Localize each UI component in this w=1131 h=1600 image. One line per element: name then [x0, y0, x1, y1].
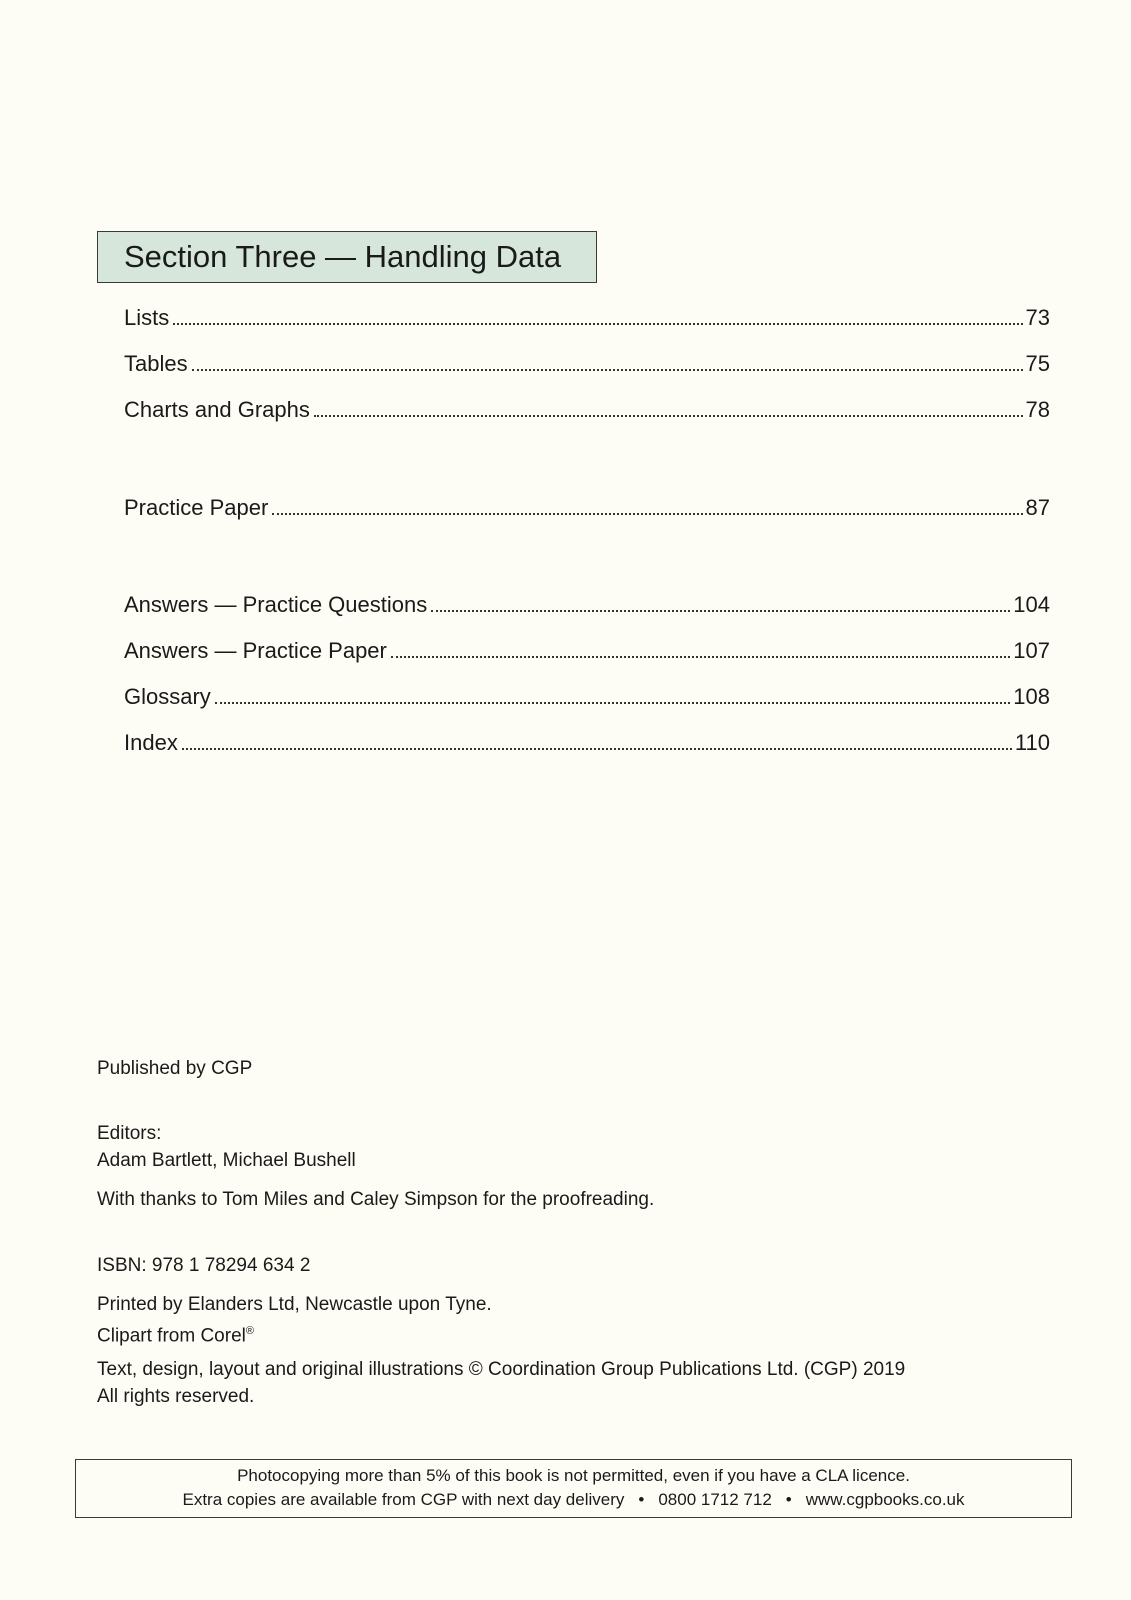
bullet-separator: • — [638, 1490, 645, 1509]
dot-leader — [272, 513, 1022, 515]
toc-entry-page: 107 — [1013, 638, 1050, 663]
thanks-text: With thanks to Tom Miles and Caley Simpson for the proofreading. — [97, 1189, 655, 1210]
phone-number: 0800 1712 712 — [658, 1490, 772, 1509]
dot-leader — [192, 369, 1023, 371]
editors-label: Editors: — [97, 1123, 162, 1144]
toc-entry-charts-and-graphs[interactable] — [124, 397, 1050, 427]
toc-entry-page: 110 — [1014, 730, 1050, 755]
toc-entry-practice-paper[interactable] — [124, 495, 1050, 525]
copyright-text: Text, design, layout and original illustrations © Coordination Group Publications Ltd. (CGP) 2019 — [97, 1359, 906, 1380]
toc-entry-lists[interactable] — [124, 305, 1050, 335]
printing-block — [97, 1291, 492, 1349]
toc-entry-tables[interactable] — [124, 351, 1050, 381]
dot-leader — [182, 748, 1012, 750]
published-by: Published by CGP — [97, 1058, 253, 1079]
toc-entry-title: Answers — Practice Questions — [124, 592, 428, 617]
registered-mark: ® — [245, 1325, 254, 1337]
toc-entry-page: 75 — [1025, 351, 1050, 376]
dot-leader — [314, 415, 1023, 417]
toc-entry-title: Charts and Graphs — [124, 397, 310, 422]
toc-entry-answers-practice-paper[interactable] — [124, 638, 1050, 668]
rights-text: All rights reserved. — [97, 1386, 255, 1407]
printed-by: Printed by Elanders Ltd, Newcastle upon Tyne. — [97, 1294, 492, 1315]
dot-leader — [391, 656, 1010, 658]
section-header-box — [97, 231, 597, 283]
website-link[interactable]: www.cgpbooks.co.uk — [805, 1490, 965, 1509]
toc-entry-glossary[interactable] — [124, 684, 1050, 714]
toc-entry-page: 87 — [1025, 495, 1050, 520]
toc-entry-answers-practice-questions[interactable] — [124, 592, 1050, 622]
toc-entry-page: 104 — [1013, 592, 1050, 617]
copyright-block — [97, 1356, 905, 1410]
toc-entry-title: Answers — Practice Paper — [124, 638, 387, 663]
toc-entry-title: Lists — [124, 305, 170, 330]
toc-entry-title: Tables — [124, 351, 188, 376]
toc-entry-page: 73 — [1025, 305, 1050, 330]
editors-names: Adam Bartlett, Michael Bushell — [97, 1150, 356, 1171]
toc-entry-page: 108 — [1013, 684, 1050, 709]
dot-leader — [431, 610, 1010, 612]
toc-entry-index[interactable] — [124, 730, 1050, 760]
photocopy-notice: Photocopying more than 5% of this book is not permitted, even if you have a CLA licence. — [237, 1466, 910, 1485]
delivery-line — [76, 1488, 1071, 1512]
toc-entry-title: Glossary — [124, 684, 211, 709]
isbn-text: ISBN: 978 1 78294 634 2 — [97, 1255, 311, 1276]
editors-block — [97, 1120, 356, 1174]
toc-entry-title: Practice Paper — [124, 495, 269, 520]
dot-leader — [173, 323, 1022, 325]
dot-leader — [215, 702, 1010, 704]
section-title: Section Three — Handling Data — [124, 239, 562, 274]
bullet-separator: • — [785, 1490, 792, 1509]
toc-entry-page: 78 — [1025, 397, 1050, 422]
toc-entry-title: Index — [124, 730, 178, 755]
delivery-text: Extra copies are available from CGP with next day delivery — [182, 1490, 625, 1509]
photocopy-notice-box — [75, 1459, 1072, 1518]
clipart-credit: Clipart from Corel® — [97, 1325, 254, 1347]
